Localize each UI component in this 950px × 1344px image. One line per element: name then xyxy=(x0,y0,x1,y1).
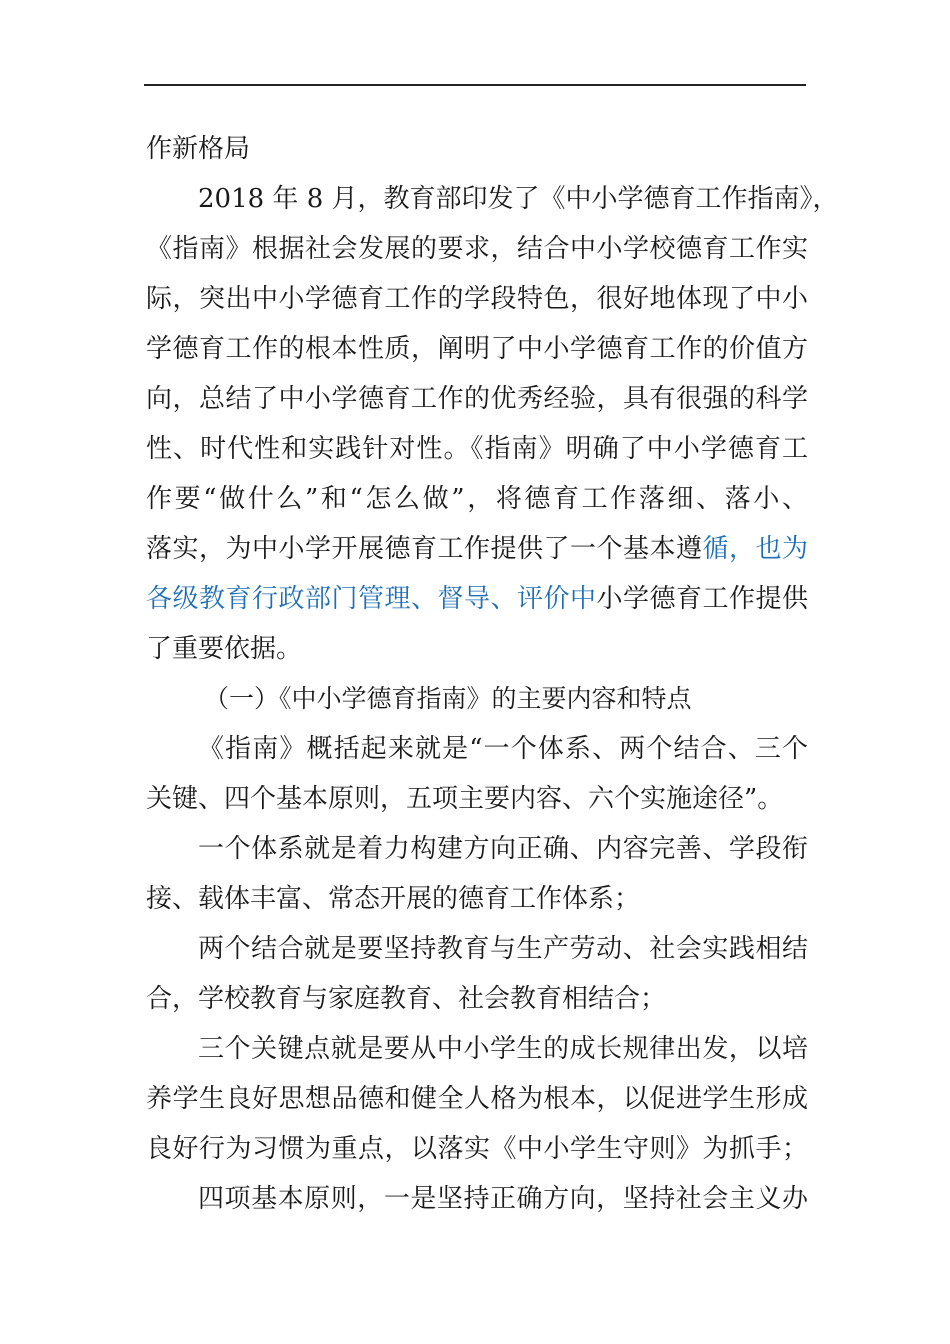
text-line: 作要“做什么”和“怎么做”，将德育工作落细、落小、 xyxy=(146,484,808,514)
highlighted-text: 各级教育行政部门管理、督导、评价中 xyxy=(146,584,597,614)
text-line: 养学生良好思想品德和健全人格为根本，以促进学生形成 xyxy=(146,1084,808,1114)
text-line: 合，学校教育与家庭教育、社会教育相结合； xyxy=(146,984,667,1014)
text-line: 学德育工作的根本性质，阐明了中小学德育工作的价值方 xyxy=(146,334,808,364)
text-line: 两个结合就是要坚持教育与生产劳动、社会实践相结 xyxy=(198,934,808,964)
text-segment: 小学德育工作提供 xyxy=(596,584,808,614)
text-line: 《指南》概括起来就是“一个体系、两个结合、三个 xyxy=(198,734,808,764)
text-line: 三个关键点就是要从中小学生的成长规律出发，以培 xyxy=(198,1034,808,1064)
text-line: 2018 年 8 月，教育部印发了《中小学德育工作指南》， xyxy=(198,184,839,214)
text-segment: 落实，为中小学开展德育工作提供了一个基本遵 xyxy=(146,534,703,564)
text-line: 向，总结了中小学德育工作的优秀经验，具有很强的科学 xyxy=(146,384,808,414)
text-line: 《指南》根据社会发展的要求，结合中小学校德育工作实 xyxy=(146,234,808,264)
text-line: 一个体系就是着力构建方向正确、内容完善、学段衔 xyxy=(198,834,808,864)
text-line: 良好行为习惯为重点，以落实《中小学生守则》为抓手； xyxy=(146,1134,808,1164)
text-line: 四项基本原则，一是坚持正确方向，坚持社会主义办 xyxy=(198,1184,808,1214)
header-rule xyxy=(144,84,806,86)
text-line: 接、载体丰富、常态开展的德育工作体系； xyxy=(146,884,641,914)
text-line: 作新格局 xyxy=(146,134,251,164)
text-line: 际，突出中小学德育工作的学段特色，很好地体现了中小 xyxy=(146,284,808,314)
section-heading: （一）《中小学德育指南》的主要内容和特点 xyxy=(204,684,692,713)
text-line: 关键、四个基本原则，五项主要内容、六个实施途径”。 xyxy=(146,784,784,814)
highlighted-text: 循，也为 xyxy=(702,534,808,564)
text-line: 了重要依据。 xyxy=(146,634,303,664)
text-line: 性、时代性和实践针对性。《指南》明确了中小学德育工 xyxy=(146,434,808,464)
text-line xyxy=(146,574,808,624)
text-line xyxy=(146,524,808,574)
